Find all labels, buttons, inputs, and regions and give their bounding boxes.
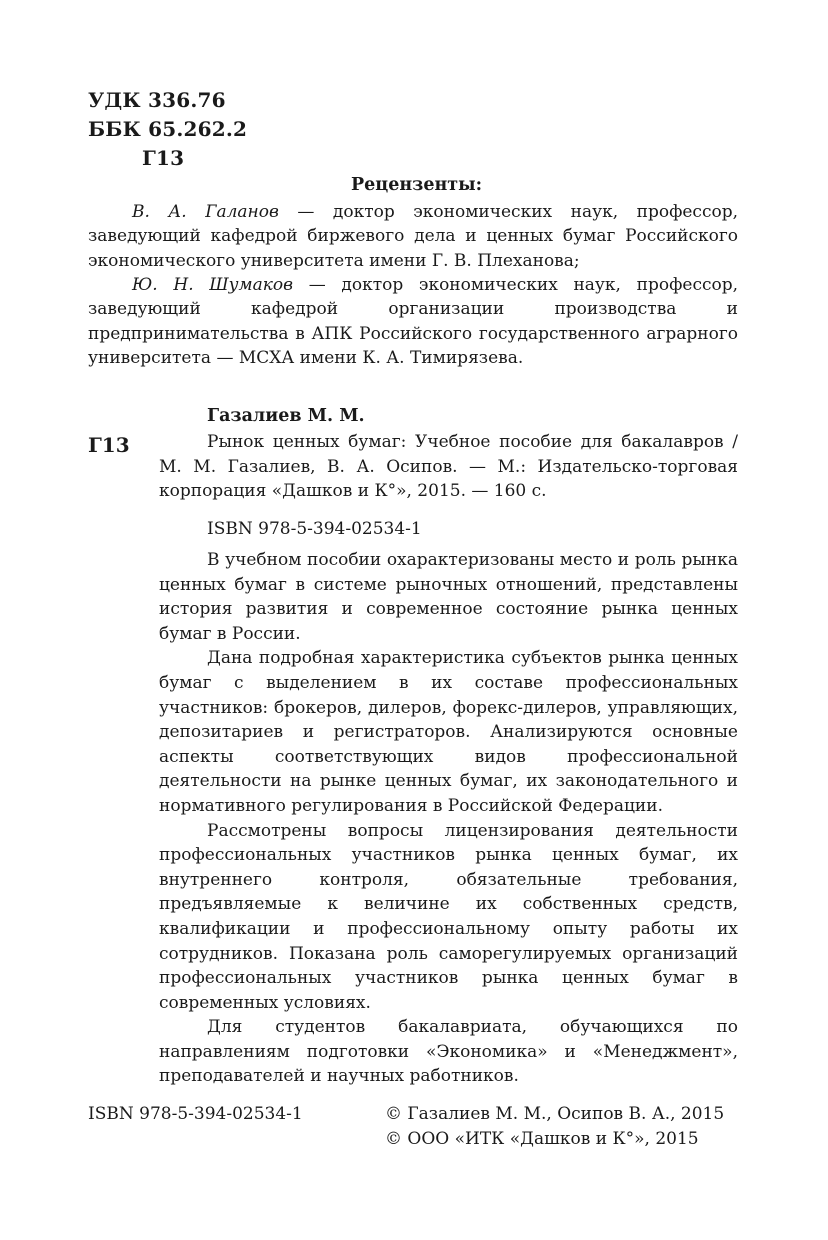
bbk-code: ББК 65.262.2 (88, 117, 248, 141)
annotation-paragraph: Рассмотрены вопросы лицензирования деятельности профессиональных участников рынка ценных бумаг, их внутреннего контроля, обязательные требования, предъявляемые к величине их собственных средств, квалификации и профессиональному опыту работы их сотрудников. Показана роль саморегулируемых организаций профессиональных участников рынка ценных бумаг в современных условиях. (159, 820, 738, 1013)
classification-codes (88, 86, 247, 173)
footer-isbn: ISBN 978-5-394-02534-1 (88, 1104, 303, 1124)
bibliographic-description: Рынок ценных бумаг: Учебное пособие для бакалавров / М. М. Газалиев, В. А. Осипов. — М.: Издательско-торговая корпорация «Дашков и К°», 2015. — 160 с. (159, 432, 738, 502)
catalog-isbn: ISBN 978-5-394-02534-1 (207, 519, 422, 539)
reviewer-name: В. А. Галанов (132, 202, 279, 222)
annotation-paragraph: Дана подробная характеристика субъектов рынка ценных бумаг с выделением в их составе профессиональных участников: брокеров, дилеров, форекс-дилеров, управляющих, депозитариев и регистраторов. Анализируются основные аспекты соответствующих видов профессиональной деятельности на рынке ценных бумаг, их законодательного и нормативного регулирования в Российской Федерации. (159, 648, 738, 816)
catalog-author-mark: Г13 (88, 433, 130, 457)
annotation-paragraph: Для студентов бакалавриата, обучающихся по направлениям подготовки «Экономика» и «Менеджмент», преподавателей и научных работников. (159, 1017, 738, 1087)
copyright-publisher: © ООО «ИТК «Дашков и К°», 2015 (385, 1128, 699, 1149)
reviewer-description: — доктор экономических наук, профессор, заведующий кафедрой организации производства и предпринимательства в АПК Российского государственного аграрного университета — МСХА имени К. А. Тимирязева. (88, 275, 739, 369)
copyright-block (385, 1102, 724, 1151)
catalog-author: Газалиев М. М. (207, 406, 365, 426)
reviewer-description: — доктор экономических наук, профессор, заведующий кафедрой биржевого дела и ценных бумаг Российского экономического университета имени Г. В. Плеханова; (88, 202, 738, 271)
author-mark-code: Г13 (142, 146, 185, 170)
annotation (159, 548, 738, 1089)
reviewer-name: Ю. Н. Шумаков (132, 275, 294, 295)
reviewer-entry (88, 200, 738, 273)
udk-code: УДК 336.76 (88, 88, 226, 112)
copyright-authors: © Газалиев М. М., Осипов В. А., 2015 (385, 1104, 725, 1124)
annotation-paragraph: В учебном пособии охарактеризованы место и роль рынка ценных бумаг в системе рыночных отношений, представлены история развития и современное состояние рынка ценных бумаг в России. (159, 550, 738, 644)
reviewer-entry (88, 273, 738, 371)
reviewers-title: Рецензенты: (351, 175, 483, 195)
